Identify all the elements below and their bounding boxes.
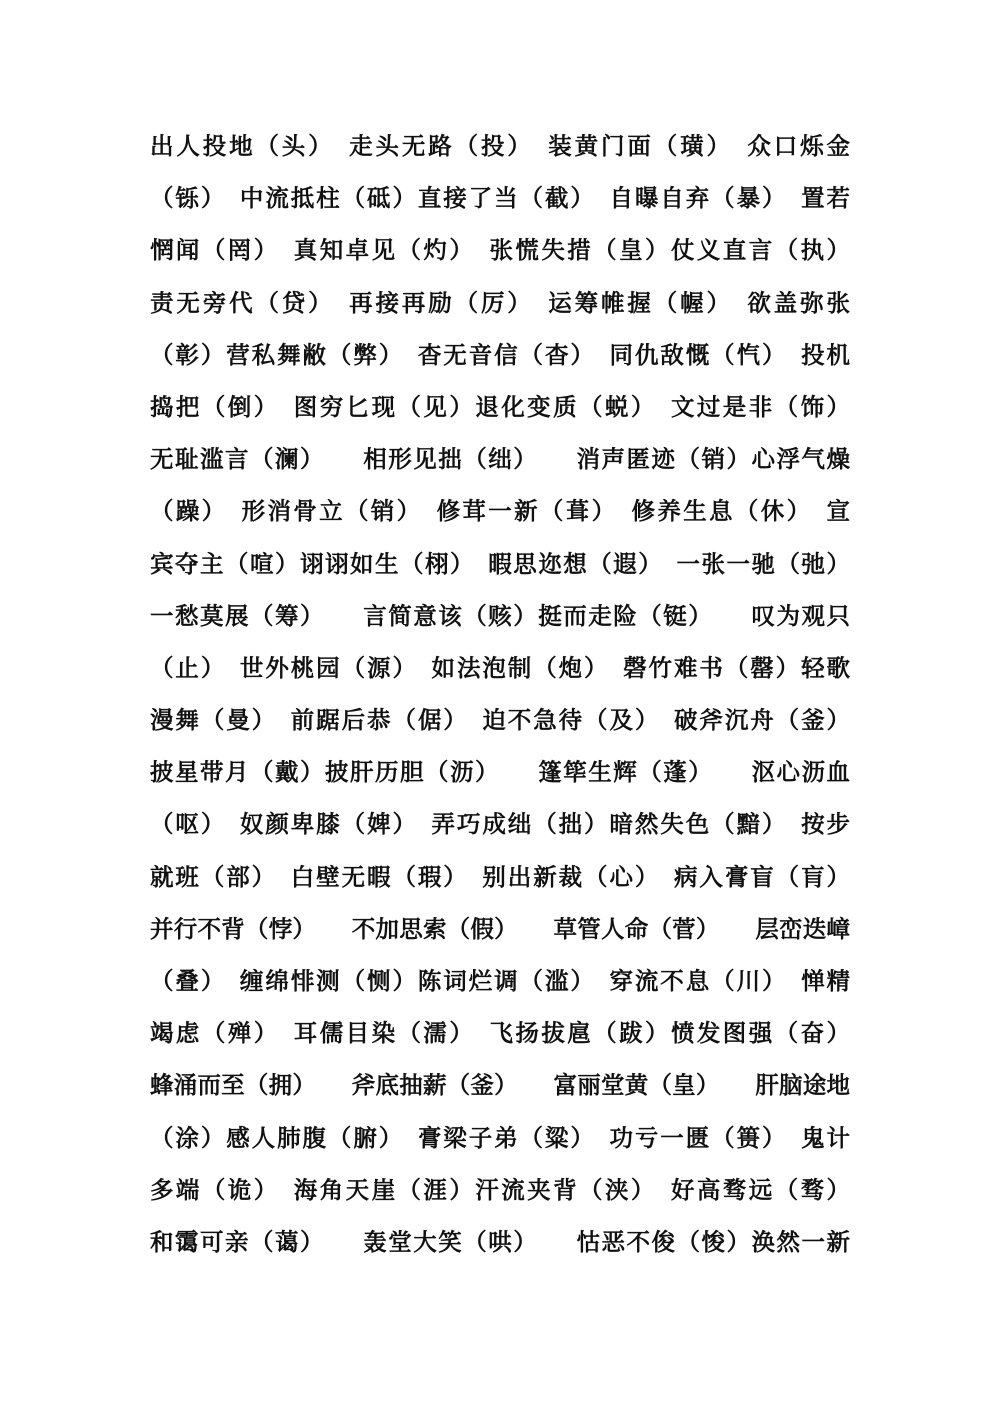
text-line: 责无旁代（贷） 再接再励（厉） 运筹帷握（幄） 欲盖弥张 [150, 288, 850, 317]
text-line: （涂）感人肺腹（腑） 膏梁子弟（粱） 功亏一匮（篑） 鬼计 [150, 1123, 850, 1152]
text-line: 竭虑（殚） 耳儒目染（濡） 飞扬拔扈（跋）愤发图强（奋） [150, 1019, 850, 1048]
text-line: 惘闻（罔） 真知卓见（灼） 张慌失措（皇）仗义直言（执） [150, 236, 850, 265]
text-line: （躁） 形消骨立（销） 修茸一新（葺） 修养生息（休） 宣 [150, 497, 850, 526]
text-line: 披星带月（戴）披肝历胆（沥） 篷筚生辉（蓬） 沤心沥血 [150, 758, 850, 787]
text-line: 无耻滥言（澜） 相形见拙（绌） 消声匿迹（销）心浮气燥 [150, 445, 850, 474]
text-line: 并行不背（悖） 不加思索（假） 草管人命（菅） 层峦迭嶂 [150, 914, 850, 943]
text-line: 就班（部） 白壁无暇（瑕） 别出新裁（心） 病入膏盲（肓） [150, 862, 850, 891]
text-line: 宾夺主（喧）诩诩如生（栩） 暇思迩想（遐） 一张一驰（弛） [150, 549, 850, 578]
text-line: （呕） 奴颜卑膝（婢） 弄巧成绌（拙）暗然失色（黯） 按步 [150, 810, 850, 839]
text-line: 漫舞（曼） 前踞后恭（倨） 迫不急待（及） 破斧沉舟（釜） [150, 706, 850, 735]
text-line: （铄） 中流抵柱（砥）直接了当（截） 自曝自弃（暴） 置若 [150, 184, 850, 213]
text-line: （止） 世外桃园（源） 如法泡制（炮） 磬竹难书（罄）轻歌 [150, 653, 850, 682]
text-line: 蜂涌而至（拥） 斧底抽薪（釜） 富丽堂黄（皇） 肝脑途地 [150, 1071, 850, 1100]
text-line: 捣把（倒） 图穷匕现（见）退化变质（蜕） 文过是非（饰） [150, 392, 850, 421]
text-line: 出人投地（头） 走头无路（投） 装黄门面（璜） 众口烁金 [150, 132, 850, 160]
text-line: （叠） 缠绵悱测（恻）陈词烂调（滥） 穿流不息（川） 惮精 [150, 967, 850, 995]
text-line: （彰）营私舞敝（弊） 杳无音信（杳） 同仇敌慨（忾） 投机 [150, 340, 850, 369]
idiom-correction-text [150, 120, 850, 1268]
text-line: 和霭可亲（蔼） 轰堂大笑（哄） 怙恶不俊（悛）涣然一新 [150, 1227, 850, 1256]
text-line: 一愁莫展（筹） 言简意该（赅）挺而走险（铤） 叹为观只 [150, 601, 850, 630]
text-line: 多端（诡） 海角天崖（涯）汗流夹背（浃） 好高骛远（骛） [150, 1175, 850, 1204]
